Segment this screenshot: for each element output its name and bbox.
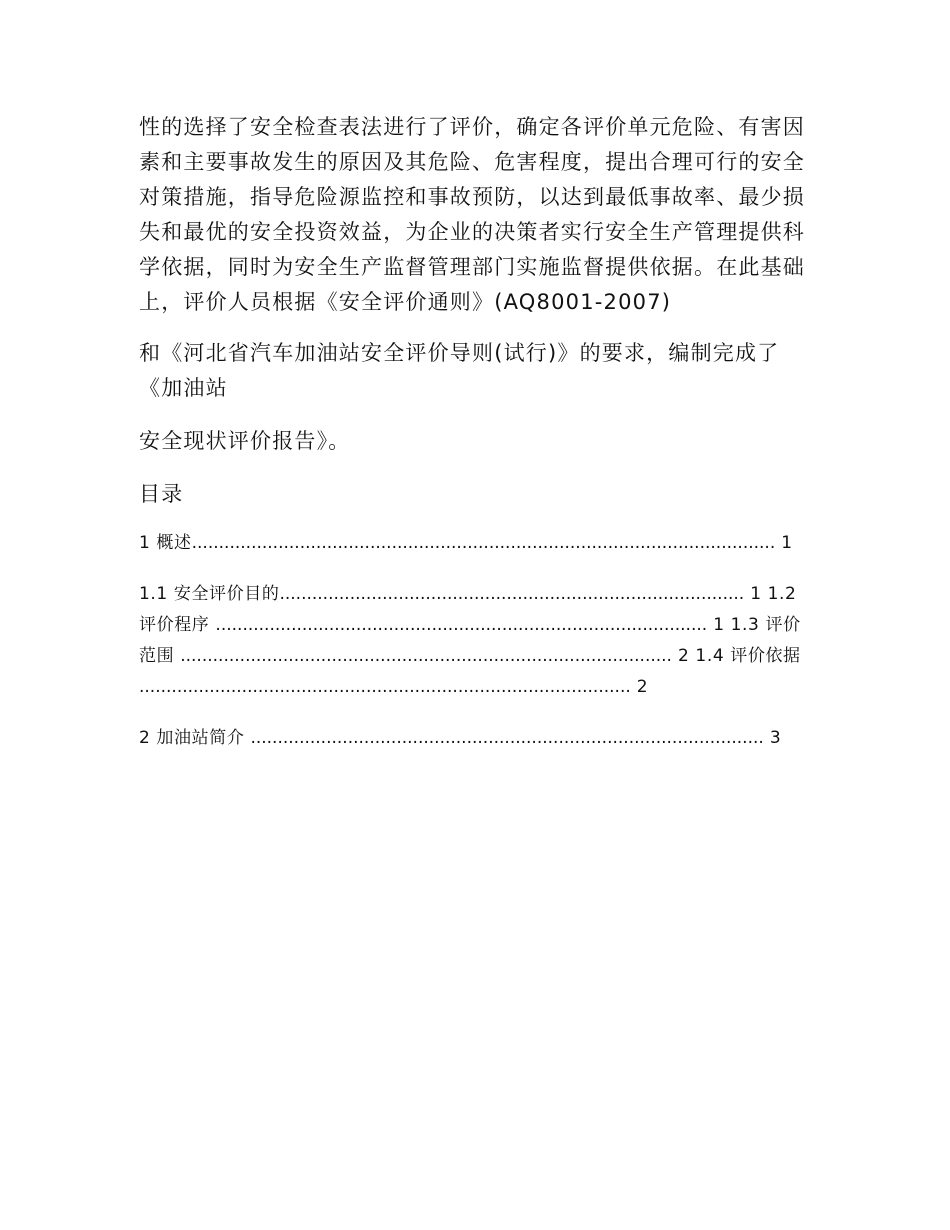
body-paragraph-2: 和《河北省汽车加油站安全评价导则(试行)》的要求，编制完成了《加油站 bbox=[139, 341, 780, 400]
toc-entry-page: 2 bbox=[636, 677, 649, 697]
toc-entry-label: 2 加油站简介 bbox=[139, 728, 245, 748]
toc-block-1 bbox=[139, 528, 807, 559]
toc-entry-label: 1.4 评价依据 bbox=[695, 646, 801, 666]
toc-entry-page: 1 bbox=[713, 615, 725, 635]
toc-entry-page: 1 bbox=[750, 584, 762, 604]
toc-leader-dots: ........................................................................................... bbox=[139, 677, 631, 697]
toc-entry-page: 1 bbox=[781, 533, 793, 553]
body-paragraph-1: 性的选择了安全检查表法进行了评价，确定各评价单元危险、有害因素和主要事故发生的原因及其危险、危害程度，提出合理可行的安全对策措施，指导危险源监控和事故预防，以达到最低事故率、最少损失和最优的安全投资效益，为企业的决策者实行安全生产管理提供科学依据，同时为安全生产监督管理部门实施监督提供依据。在此基础上，评价人员根据《安全评价通则》(AQ8001-2007) bbox=[139, 115, 805, 314]
body-paragraph-3: 安全现状评价报告》。 bbox=[139, 429, 351, 453]
toc-block-2 bbox=[139, 579, 807, 703]
toc-leader-dots: ...................................................................................... bbox=[279, 584, 745, 604]
toc-heading: 目录 bbox=[139, 482, 184, 506]
document-page bbox=[139, 110, 807, 774]
toc-leader-dots: ............................................................................................... bbox=[250, 728, 764, 748]
toc-entry-page: 2 bbox=[677, 646, 690, 666]
toc-leader-dots: ............................................................................................................ bbox=[191, 533, 776, 553]
toc-entry-label: 1.2 评价程序 bbox=[139, 584, 797, 635]
toc-entry-label: 1 概述 bbox=[139, 533, 192, 553]
toc-entry-label: 1.3 评价范围 bbox=[139, 615, 801, 666]
toc-leader-dots: ........................................................................................... bbox=[215, 615, 708, 635]
toc-block-3 bbox=[139, 723, 807, 754]
toc-leader-dots: ........................................................................................... bbox=[180, 646, 672, 666]
toc-entry-label: 1.1 安全评价目的 bbox=[139, 584, 280, 604]
toc-entry-page: 3 bbox=[769, 728, 782, 748]
